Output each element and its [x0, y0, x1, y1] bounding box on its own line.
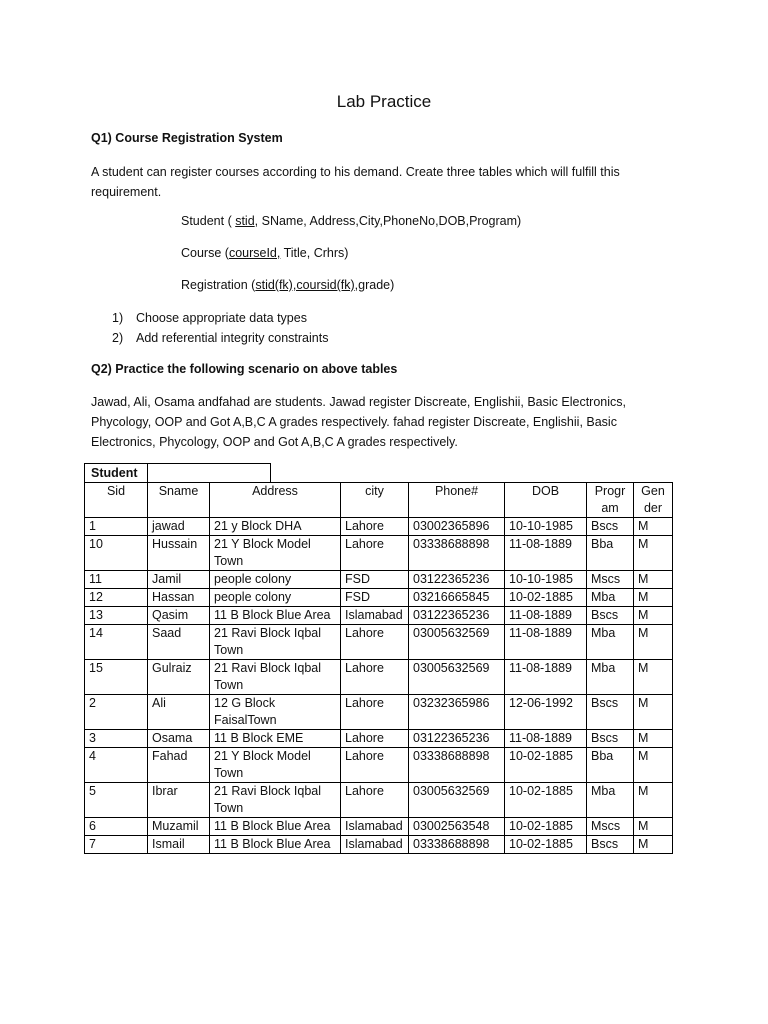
table-cell: Ismail — [148, 836, 210, 854]
table-cell: Muzamil — [148, 818, 210, 836]
table-cell: M — [634, 625, 673, 660]
table-cell: 21 y Block DHA — [210, 518, 341, 536]
table-cell: people colony — [210, 589, 341, 607]
table-cell: Islamabad — [341, 836, 409, 854]
table-cell: 03005632569 — [409, 660, 505, 695]
table-cell: Bscs — [587, 836, 634, 854]
table-row — [85, 571, 673, 589]
schema-student-key: stid — [235, 214, 255, 228]
schema-registration-prefix: Registration ( — [181, 278, 256, 292]
table-cell: 21 Ravi Block Iqbal Town — [210, 660, 341, 695]
table-cell: Bscs — [587, 518, 634, 536]
schema-registration-rest: ,grade) — [354, 278, 395, 292]
table-cell: Hussain — [148, 536, 210, 571]
table-cell: 11 B Block EME — [210, 730, 341, 748]
task-list — [112, 308, 328, 348]
table-cell: M — [634, 589, 673, 607]
table-cell: 03002563548 — [409, 818, 505, 836]
table-cell: 03216665845 — [409, 589, 505, 607]
table-cell: M — [634, 607, 673, 625]
q2-heading: Q2) Practice the following scenario on above tables — [91, 362, 398, 376]
table-cell: 10-02-1885 — [505, 589, 587, 607]
table-cell: Bba — [587, 748, 634, 783]
table-row — [85, 695, 673, 730]
table-cell: 10-10-1985 — [505, 518, 587, 536]
table-cell: Mba — [587, 625, 634, 660]
table-cell: 11-08-1889 — [505, 607, 587, 625]
table-cell: Qasim — [148, 607, 210, 625]
table-cell: Lahore — [341, 625, 409, 660]
table-cell: Lahore — [341, 660, 409, 695]
table-cell: jawad — [148, 518, 210, 536]
student-table — [84, 482, 673, 854]
schema-student-rest: , SName, Address,City,PhoneNo,DOB,Program) — [254, 214, 522, 228]
table-cell: 10-02-1885 — [505, 836, 587, 854]
table-cell: Lahore — [341, 748, 409, 783]
column-header: Sname — [148, 483, 210, 518]
table-cell: Lahore — [341, 518, 409, 536]
table-cell: 03232365986 — [409, 695, 505, 730]
table-cell: 21 Y Block Model Town — [210, 748, 341, 783]
table-row — [85, 660, 673, 695]
table-cell: 10-10-1985 — [505, 571, 587, 589]
table-cell: 6 — [85, 818, 148, 836]
table-cell: 10 — [85, 536, 148, 571]
table-cell: M — [634, 518, 673, 536]
table-cell: Mba — [587, 660, 634, 695]
table-cell: Bscs — [587, 607, 634, 625]
table-row — [85, 748, 673, 783]
table-cell: Islamabad — [341, 818, 409, 836]
column-header: Phone# — [409, 483, 505, 518]
table-cell: Lahore — [341, 783, 409, 818]
table-cell: Mscs — [587, 818, 634, 836]
schema-registration — [181, 278, 394, 292]
table-cell: Islamabad — [341, 607, 409, 625]
student-table-caption — [84, 463, 271, 482]
schema-course-prefix: Course ( — [181, 246, 229, 260]
table-row — [85, 783, 673, 818]
table-cell: 21 Ravi Block Iqbal Town — [210, 783, 341, 818]
schema-student — [181, 214, 521, 228]
table-row — [85, 607, 673, 625]
table-cell: Fahad — [148, 748, 210, 783]
table-cell: 11 — [85, 571, 148, 589]
table-cell: 11-08-1889 — [505, 660, 587, 695]
table-cell: M — [634, 536, 673, 571]
schema-course-rest: Title, Crhrs) — [280, 246, 349, 260]
table-cell: 03005632569 — [409, 783, 505, 818]
table-cell: 14 — [85, 625, 148, 660]
table-cell: 4 — [85, 748, 148, 783]
table-cell: 10-02-1885 — [505, 748, 587, 783]
schema-registration-key: stid(fk),coursid(fk) — [255, 278, 355, 292]
table-cell: 12 G Block FaisalTown — [210, 695, 341, 730]
task-item: 1) Choose appropriate data types — [112, 311, 307, 325]
q1-text: A student can register courses according to his demand. Create three tables which will fulfill this requirement. — [91, 165, 620, 199]
table-cell: Bscs — [587, 730, 634, 748]
table-cell: Saad — [148, 625, 210, 660]
table-cell: 03338688898 — [409, 836, 505, 854]
table-cell: Ibrar — [148, 783, 210, 818]
table-cell: Jamil — [148, 571, 210, 589]
column-header: Sid — [85, 483, 148, 518]
table-cell: FSD — [341, 571, 409, 589]
task-item: 2) Add referential integrity constraints — [112, 331, 329, 345]
table-cell: M — [634, 730, 673, 748]
q1-heading: Q1) Course Registration System — [91, 131, 283, 145]
table-cell: 10-02-1885 — [505, 783, 587, 818]
table-cell: 11-08-1889 — [505, 625, 587, 660]
table-cell: M — [634, 660, 673, 695]
table-cell: Mba — [587, 589, 634, 607]
column-header: Address — [210, 483, 341, 518]
table-cell: M — [634, 818, 673, 836]
column-header: Gen der — [634, 483, 673, 518]
table-cell: M — [634, 571, 673, 589]
table-cell: 03122365236 — [409, 730, 505, 748]
table-cell: 11 B Block Blue Area — [210, 818, 341, 836]
table-cell: FSD — [341, 589, 409, 607]
table-cell: 12 — [85, 589, 148, 607]
table-row — [85, 730, 673, 748]
table-cell: 1 — [85, 518, 148, 536]
table-row — [85, 536, 673, 571]
table-row — [85, 625, 673, 660]
column-header: city — [341, 483, 409, 518]
table-cell: Osama — [148, 730, 210, 748]
table-cell: 3 — [85, 730, 148, 748]
table-header-row — [85, 483, 673, 518]
table-cell: 03338688898 — [409, 536, 505, 571]
table-cell: 03122365236 — [409, 607, 505, 625]
table-cell: M — [634, 836, 673, 854]
table-cell: Mba — [587, 783, 634, 818]
table-cell: 03338688898 — [409, 748, 505, 783]
table-cell: 11-08-1889 — [505, 730, 587, 748]
page-title: Lab Practice — [336, 92, 432, 111]
table-cell: Lahore — [341, 730, 409, 748]
schema-student-prefix: Student ( — [181, 214, 236, 228]
table-cell: 21 Ravi Block Iqbal Town — [210, 625, 341, 660]
table-cell: 15 — [85, 660, 148, 695]
q2-text: Jawad, Ali, Osama andfahad are students. Jawad register Discreate, Englishii, Basic Electronics, Phycology, OOP and Got A,B,C A grades respectively. fahad register Discreate, Englishii, Basic Electronics, Phycology, OOP and Got A,B,C A grades respectively. — [91, 395, 626, 449]
table-row — [85, 836, 673, 854]
table-cell: 12-06-1992 — [505, 695, 587, 730]
table-cell: 13 — [85, 607, 148, 625]
table-cell: 5 — [85, 783, 148, 818]
table-cell: Lahore — [341, 695, 409, 730]
table-cell: 11-08-1889 — [505, 536, 587, 571]
table-cell: 11 B Block Blue Area — [210, 836, 341, 854]
table-cell: 03005632569 — [409, 625, 505, 660]
table-cell: 10-02-1885 — [505, 818, 587, 836]
table-cell: Ali — [148, 695, 210, 730]
student-caption-label: Student — [85, 464, 148, 483]
table-cell: M — [634, 783, 673, 818]
schema-course — [181, 246, 348, 260]
table-body — [85, 518, 673, 854]
table-row — [85, 589, 673, 607]
table-cell: M — [634, 695, 673, 730]
table-cell: 21 Y Block Model Town — [210, 536, 341, 571]
table-cell: Bscs — [587, 695, 634, 730]
table-cell: Lahore — [341, 536, 409, 571]
column-header: DOB — [505, 483, 587, 518]
table-cell: Bba — [587, 536, 634, 571]
table-cell: M — [634, 748, 673, 783]
table-cell: 11 B Block Blue Area — [210, 607, 341, 625]
table-cell: Mscs — [587, 571, 634, 589]
table-cell: 03122365236 — [409, 571, 505, 589]
table-row — [85, 518, 673, 536]
table-cell: Hassan — [148, 589, 210, 607]
column-header: Progr am — [587, 483, 634, 518]
table-cell: 2 — [85, 695, 148, 730]
table-cell: Gulraiz — [148, 660, 210, 695]
table-row — [85, 818, 673, 836]
table-cell: 7 — [85, 836, 148, 854]
table-cell: people colony — [210, 571, 341, 589]
table-cell: 03002365896 — [409, 518, 505, 536]
schema-course-key: courseId, — [228, 246, 281, 260]
